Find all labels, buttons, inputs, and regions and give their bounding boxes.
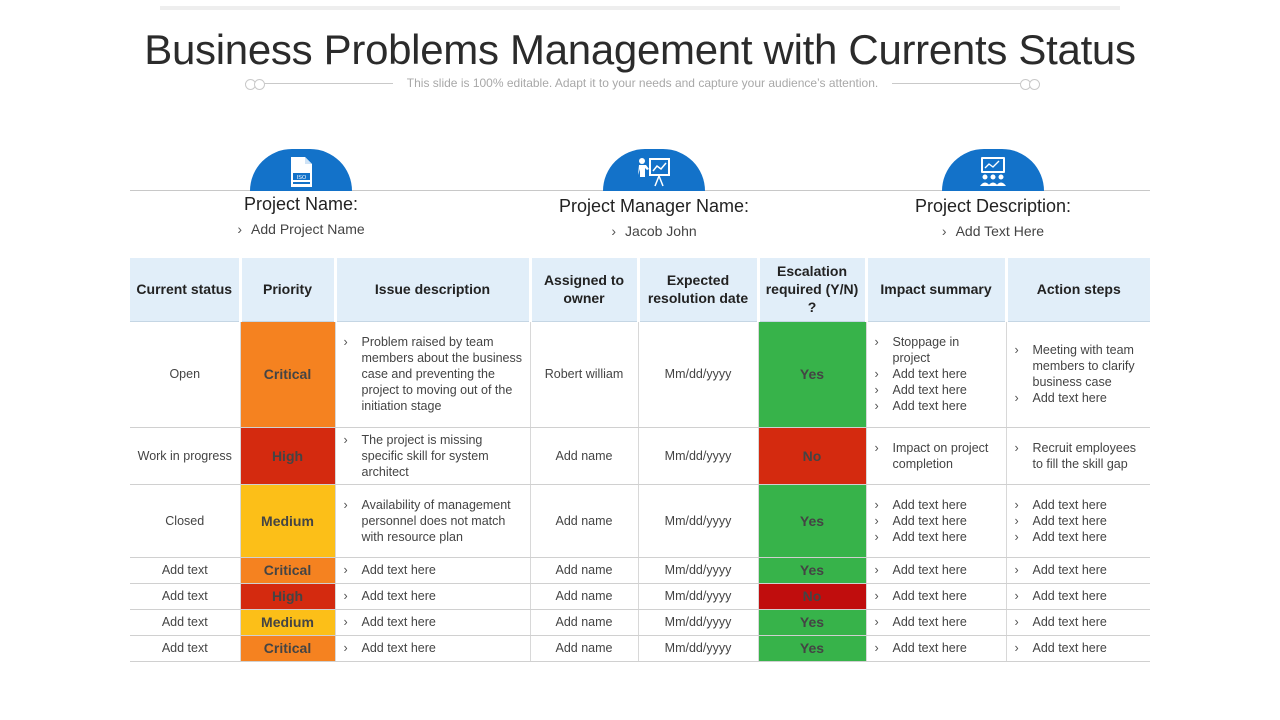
list-item: › Add text here [873,588,1000,604]
resolution-date-cell[interactable]: Mm/dd/yyyy [638,635,758,661]
priority-cell[interactable]: Critical [240,557,335,583]
list-item: › Add text here [873,614,1000,630]
owner-cell[interactable]: Add name [530,609,638,635]
impact-summary-cell[interactable] [866,427,1006,484]
table-row [130,609,1150,635]
resolution-date-cell[interactable]: Mm/dd/yyyy [638,427,758,484]
table-body [130,321,1150,661]
owner-cell[interactable]: Robert william [530,321,638,427]
chevron-right-icon: › [611,223,617,239]
table-row [130,427,1150,484]
issue-description-cell[interactable] [335,427,530,484]
issue-description-cell-list [342,640,524,656]
header-impact-summary: Impact summary [866,258,1006,321]
action-steps-cell[interactable] [1006,484,1150,557]
action-steps-cell[interactable] [1006,427,1150,484]
impact-summary-cell-list [873,497,1000,545]
project-name-badge [250,149,352,191]
list-item: › Add text here [342,562,524,578]
list-item: › Add text here [873,640,1000,656]
resolution-date-cell[interactable]: Mm/dd/yyyy [638,321,758,427]
project-description-block [893,196,1093,239]
issue-description-cell-list [342,497,524,545]
table-header-row [130,258,1150,321]
project-manager-text: Jacob John [625,223,697,239]
impact-summary-cell-list [873,562,1000,578]
resolution-date-cell[interactable]: Mm/dd/yyyy [638,557,758,583]
header-issue-description: Issue description [335,258,530,321]
resolution-date-cell[interactable]: Mm/dd/yyyy [638,609,758,635]
iso-document-icon [284,155,318,189]
issue-description-cell[interactable] [335,557,530,583]
project-description-text: Add Text Here [955,223,1045,239]
subtitle-left-ornament [245,83,393,84]
top-divider [160,6,1120,10]
list-item: › Stoppage in project [873,334,1000,366]
action-steps-cell[interactable] [1006,635,1150,661]
owner-cell[interactable]: Add name [530,484,638,557]
table-row [130,557,1150,583]
list-item: › Add text here [873,382,1000,398]
page-title: Business Problems Management with Currents Status [144,26,1136,73]
issue-description-cell[interactable] [335,609,530,635]
project-name-label: Project Name: [243,194,359,214]
list-item: › Add text here [1013,640,1145,656]
list-item: › Add text here [873,398,1000,414]
project-description-badge [942,149,1044,191]
escalation-cell[interactable]: Yes [758,484,866,557]
action-steps-cell-list [1013,497,1145,545]
impact-summary-cell[interactable] [866,557,1006,583]
action-steps-cell[interactable] [1006,583,1150,609]
escalation-cell[interactable]: Yes [758,321,866,427]
escalation-cell[interactable]: No [758,583,866,609]
list-item: › Recruit employees to fill the skill gap [1013,440,1145,472]
impact-summary-cell[interactable] [866,484,1006,557]
priority-cell[interactable]: High [240,427,335,484]
impact-summary-cell-list [873,440,1000,472]
owner-cell[interactable]: Add name [530,557,638,583]
list-item: › Add text here [1013,614,1145,630]
problems-table [130,258,1150,662]
project-manager-block [532,196,776,239]
action-steps-cell-list [1013,588,1145,604]
subtitle-row [245,74,1040,92]
impact-summary-cell[interactable] [866,321,1006,427]
impact-summary-cell[interactable] [866,635,1006,661]
list-item: › Meeting with team members to clarify business case [1013,342,1145,390]
escalation-cell[interactable]: Yes [758,557,866,583]
table-row [130,635,1150,661]
subtitle-right-ornament [892,83,1040,84]
issue-description-cell-list [342,334,524,414]
list-item: › Add text here [342,588,524,604]
project-manager-label: Project Manager Name: [558,196,750,216]
list-item: › Availability of management personnel does not match with resource plan [342,497,524,545]
issue-description-cell-list [342,432,524,480]
chevron-right-icon: › [237,221,243,237]
action-steps-cell-list [1013,342,1145,406]
owner-cell[interactable]: Add name [530,583,638,609]
project-name-value[interactable] [200,221,402,237]
table-row [130,484,1150,557]
impact-summary-cell-list [873,588,1000,604]
impact-summary-cell-list [873,640,1000,656]
chevron-right-icon: › [941,223,947,239]
status-cell[interactable]: Add text [130,609,240,635]
priority-cell[interactable]: Medium [240,484,335,557]
list-item: › Add text here [342,640,524,656]
status-cell[interactable]: Add text [130,557,240,583]
list-item: › Impact on project completion [873,440,1000,472]
escalation-cell[interactable]: Yes [758,609,866,635]
list-item: › Add text here [1013,562,1145,578]
team-monitor-icon [976,155,1010,189]
project-description-label: Project Description: [914,196,1072,216]
header-assigned-owner: Assigned to owner [530,258,638,321]
list-item: › Add text here [1013,513,1145,529]
list-item: › Add text here [1013,390,1145,406]
issue-description-cell-list [342,614,524,630]
action-steps-cell-list [1013,640,1145,656]
list-item: › Add text here [1013,497,1145,513]
issue-description-cell[interactable] [335,484,530,557]
issue-description-cell[interactable] [335,635,530,661]
impact-summary-cell[interactable] [866,583,1006,609]
resolution-date-cell[interactable]: Mm/dd/yyyy [638,484,758,557]
action-steps-cell[interactable] [1006,557,1150,583]
issue-description-cell-list [342,588,524,604]
list-item: › Add text here [873,562,1000,578]
action-steps-cell[interactable] [1006,609,1150,635]
header-resolution-date: Expected resolution date [638,258,758,321]
list-item: › Add text here [1013,588,1145,604]
impact-summary-cell[interactable] [866,609,1006,635]
header-action-steps: Action steps [1006,258,1150,321]
action-steps-cell[interactable] [1006,321,1150,427]
list-item: › Add text here [873,513,1000,529]
project-name-block [200,194,402,237]
status-cell[interactable]: Work in progress [130,427,240,484]
status-cell[interactable]: Add text [130,583,240,609]
escalation-cell[interactable]: Yes [758,635,866,661]
table-row [130,321,1150,427]
presenter-board-icon [637,155,671,189]
status-cell[interactable]: Closed [130,484,240,557]
escalation-cell[interactable]: No [758,427,866,484]
status-cell[interactable]: Add text [130,635,240,661]
project-manager-badge [603,149,705,191]
list-item: › Problem raised by team members about the business case and preventing the project to moving out of the initiation stage [342,334,524,414]
list-item: › Add text here [873,366,1000,382]
impact-summary-cell-list [873,614,1000,630]
owner-cell[interactable]: Add name [530,635,638,661]
header-escalation: Escalation required (Y/N) ? [758,258,866,321]
header-current-status: Current status [130,258,240,321]
header-priority: Priority [240,258,335,321]
priority-cell[interactable]: Critical [240,321,335,427]
action-steps-cell-list [1013,614,1145,630]
list-item: › The project is missing specific skill for system architect [342,432,524,480]
status-cell[interactable]: Open [130,321,240,427]
list-item: › Add text here [1013,529,1145,545]
list-item: › Add text here [342,614,524,630]
priority-cell[interactable]: Critical [240,635,335,661]
action-steps-cell-list [1013,562,1145,578]
impact-summary-cell-list [873,334,1000,414]
issue-description-cell-list [342,562,524,578]
owner-cell[interactable]: Add name [530,427,638,484]
subtitle: This slide is 100% editable. Adapt it to your needs and capture your audience’s attention. [406,76,879,90]
project-name-text: Add Project Name [251,221,365,237]
issue-description-cell[interactable] [335,583,530,609]
action-steps-cell-list [1013,440,1145,472]
list-item: › Add text here [873,497,1000,513]
issue-description-cell[interactable] [335,321,530,427]
list-item: › Add text here [873,529,1000,545]
project-manager-value[interactable] [532,223,776,239]
priority-cell[interactable]: High [240,583,335,609]
table-row [130,583,1150,609]
priority-cell[interactable]: Medium [240,609,335,635]
resolution-date-cell[interactable]: Mm/dd/yyyy [638,583,758,609]
project-description-value[interactable] [893,223,1093,239]
svg-text:ISO: ISO [296,175,307,181]
